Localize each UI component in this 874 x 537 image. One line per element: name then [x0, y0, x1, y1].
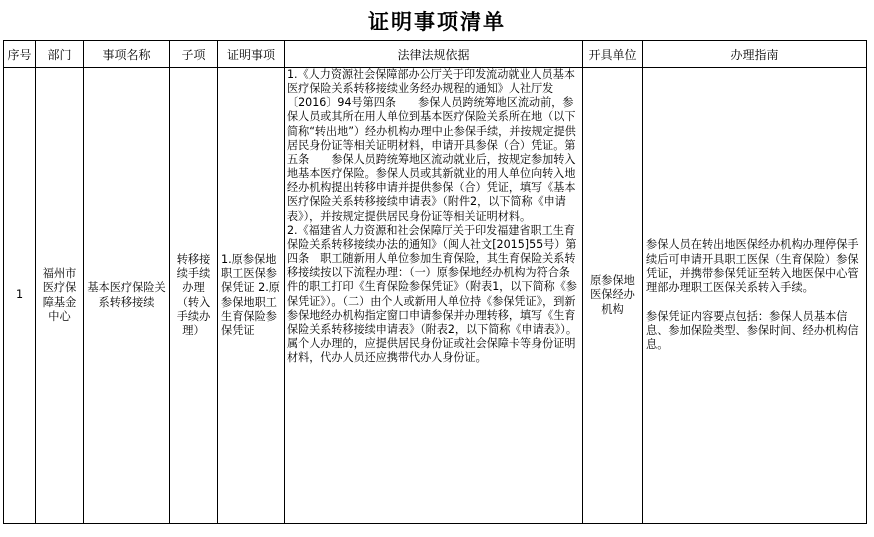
- cell-issuer: 原参保地医保经办机构: [583, 68, 643, 524]
- header-legal-basis: 法律法规依据: [285, 41, 583, 68]
- table-header-row: [4, 41, 867, 68]
- header-issuer: 开具单位: [583, 41, 643, 68]
- cell-item-name: 基本医疗保险关系转移接续: [84, 68, 170, 524]
- table-row: [4, 68, 867, 524]
- header-cert-item: 证明事项: [218, 41, 285, 68]
- header-guide: 办理指南: [643, 41, 867, 68]
- page-title: 证明事项清单: [368, 10, 506, 34]
- header-seq: 序号: [4, 41, 36, 68]
- guide-paragraph-2: 参保凭证内容要点包括：参保人员基本信息、参加保险类型、参保时间、经办机构信息。: [646, 309, 859, 352]
- cell-seq: 1: [4, 68, 36, 524]
- cell-legal-basis: 1.《人力资源社会保障部办公厅关于印发流动就业人员基本医疗保险关系转移接续业务经办规程的通知》人社厅发〔2016〕94号第四条 参保人员跨统筹地区流动前，参保人员或其所在用人单位到基本医疗保险关系所在地（以下简称“转出地”）经办机构办理中止参保手续，并按规定提供居民身份证等相关证明材料，申请开具参保（合）凭证。第五条 参保人员跨统筹地区流动就业后，按规定参加转入地基本医疗保险。参保人员或其新就业的用人单位向转入地经办机构提出转移申请并提供参保（合）凭证，填写《基本医疗保险关系转移接续申请表》（附件2，以下简称《申请表》），并按规定提供居民身份证等相关证明材料。 2.《福建省人力资源和社会保障厅关于印发福建省职工生育保险关系转移接续办法的通知》（闽人社文[2015]55号）第四条 职工随新用人单位参加生育保险，其生育保险关系转移接续按以下流程办理：（一）原参保地经办机构为符合条件的职工打印《生育保险参保凭证》（附表1，以下简称《参保凭证》）。（二）由个人或新用人单位持《参保凭证》，到新参保地经办机构指定窗口申请参保并办理转移，填写《生育保险关系转移接续申请表》（附表2，以下简称《申请表》）。属个人办理的，应提供居民身份证或社会保障卡等身份证明材料，代办人员还应携带代办人身份证。: [285, 68, 583, 524]
- certification-table: [3, 40, 867, 524]
- cell-sub-item: 转移接续手续办理（转入手续办理）: [170, 68, 218, 524]
- cell-cert-item: 1.原参保地职工医保参保凭证 2.原参保地职工生育保险参保凭证: [218, 68, 285, 524]
- header-item-name: 事项名称: [84, 41, 170, 68]
- cell-dept: 福州市医疗保障基金中心: [36, 68, 84, 524]
- cell-guide: [643, 68, 867, 524]
- header-sub-item: 子项: [170, 41, 218, 68]
- guide-paragraph-1: 参保人员在转出地医保经办机构办理停保手续后可申请开具职工医保（生育保险）参保凭证，并携带参保凭证至转入地医保中心管理部办理职工医保关系转入手续。: [646, 238, 859, 295]
- header-dept: 部门: [36, 41, 84, 68]
